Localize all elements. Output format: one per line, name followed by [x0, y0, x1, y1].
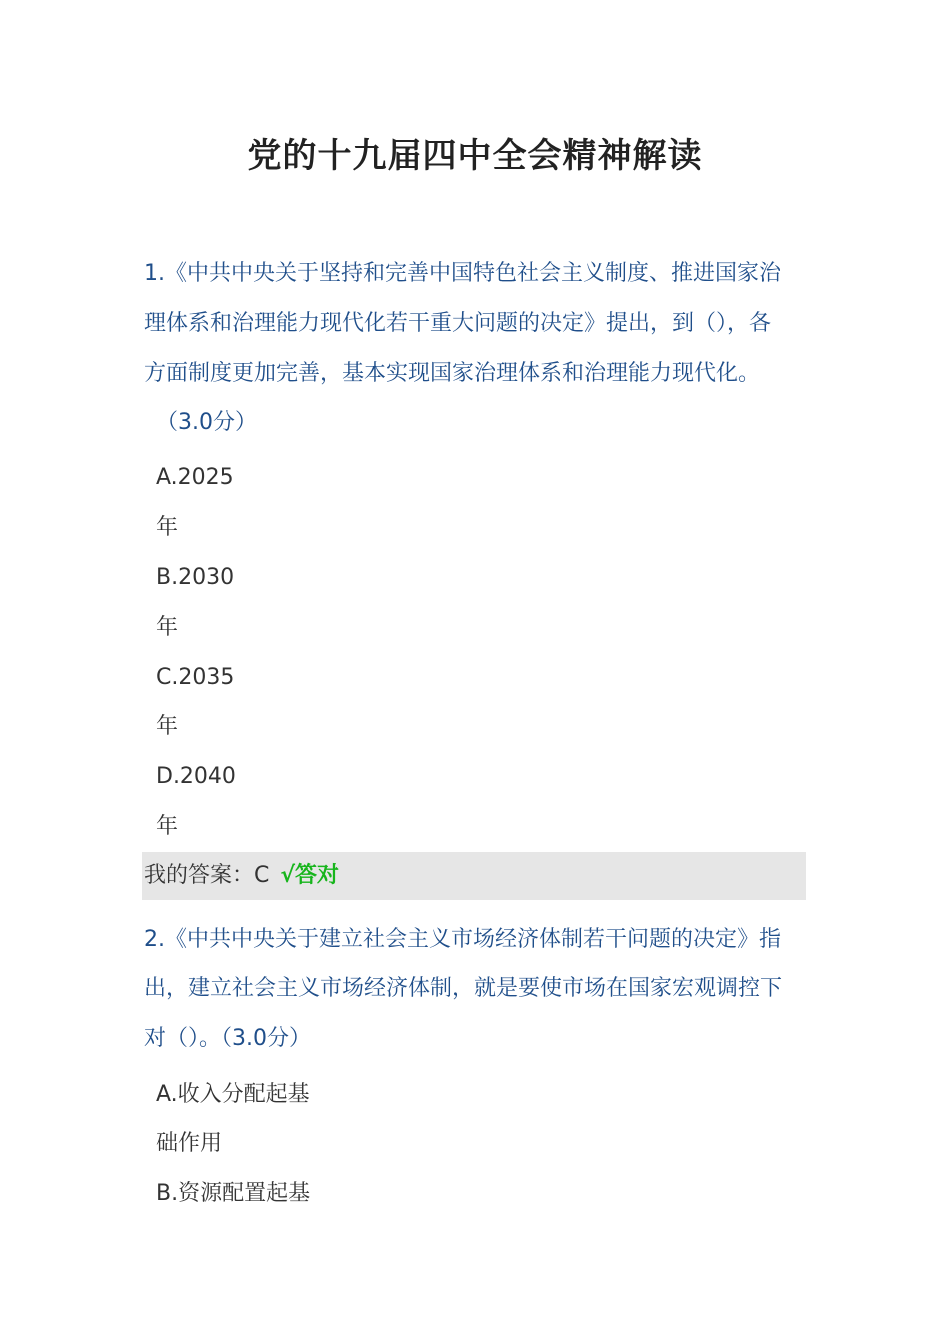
answer-correct-badge: √答对: [280, 863, 340, 888]
question-1-text-line-3: 方面制度更加完善，基本实现国家治理体系和治理能力现代化。: [144, 361, 761, 386]
question-1-score: （3.0分）: [156, 410, 257, 435]
question-2-option-b: B.资源配置起基: [156, 1181, 311, 1206]
question-1-option-d-unit: 年: [156, 814, 179, 839]
question-1-answer-bar: [142, 852, 806, 900]
question-2-option-a-cont: 础作用: [156, 1131, 223, 1156]
question-2-text-line-3: 对（）。（3.0分）: [144, 1026, 311, 1051]
question-1-option-b-unit: 年: [156, 615, 179, 640]
document-title: 党的十九届四中全会精神解读: [247, 136, 703, 176]
question-2-text-line-1: 2.《中共中央关于建立社会主义市场经济体制若干问题的决定》指: [144, 927, 781, 952]
question-1-text-line-1: 1.《中共中央关于坚持和完善中国特色社会主义制度、推进国家治: [144, 261, 781, 286]
question-1-text-line-2: 理体系和治理能力现代化若干重大问题的决定》提出，到（），各: [144, 311, 772, 336]
question-1-option-c-unit: 年: [156, 714, 179, 739]
question-1-option-b: B.2030: [156, 565, 235, 590]
question-2-text-line-2: 出，建立社会主义市场经济体制，就是要使市场在国家宏观调控下: [144, 976, 783, 1001]
question-1-option-a-unit: 年: [156, 515, 179, 540]
question-1-option-a: A.2025: [156, 465, 234, 490]
question-1-answer: [144, 865, 339, 887]
question-2-option-a: A.收入分配起基: [156, 1082, 310, 1107]
question-1-option-d: D.2040: [156, 764, 236, 789]
my-answer-label: 我的答案：C: [144, 863, 270, 888]
question-1-option-c: C.2035: [156, 665, 235, 690]
